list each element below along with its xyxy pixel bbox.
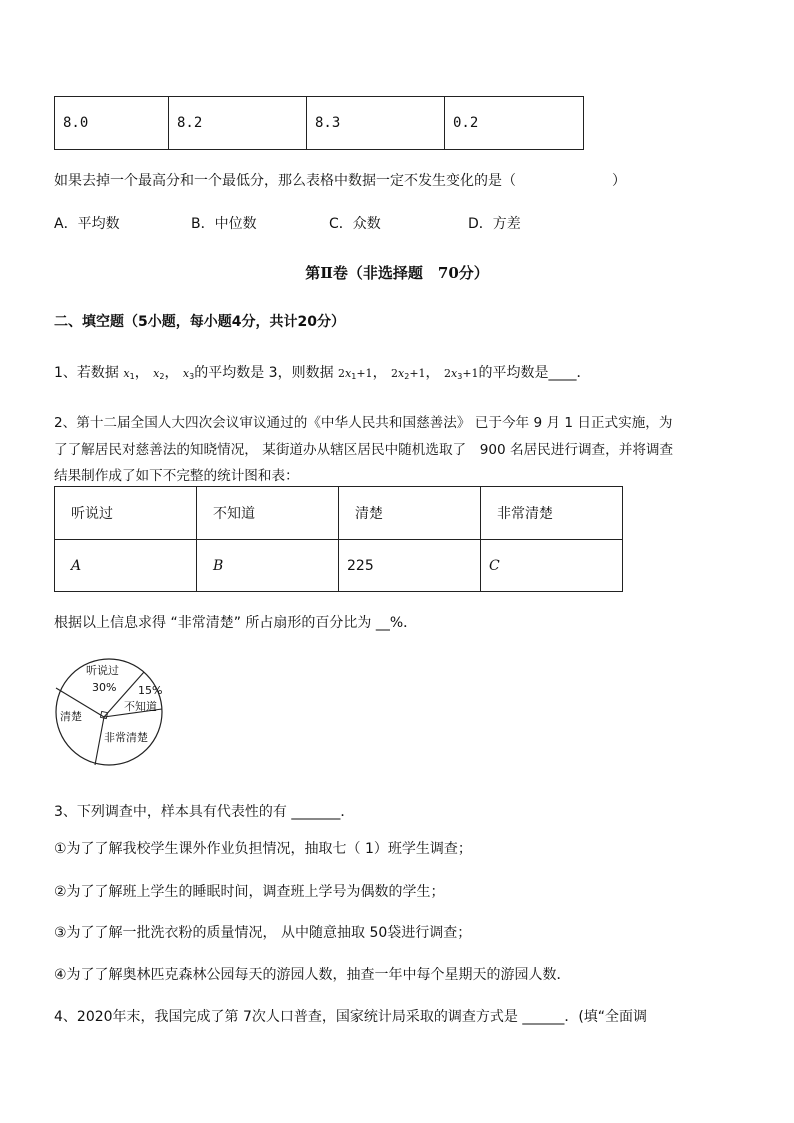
question-3-item: ②为了了解班上学生的睡眠时间，调查班上学号为偶数的学生； — [54, 884, 445, 900]
part-title: 第Ⅱ卷（非选择题 70分） — [305, 264, 489, 282]
option-b: B．中位数 — [191, 216, 257, 232]
score-cell: 0.2 — [445, 97, 584, 150]
pie-label-heard: 听说过 — [86, 664, 119, 677]
score-cell: 8.0 — [55, 97, 169, 150]
value-cell: A — [55, 540, 197, 592]
pie-label-clear: 清楚 — [60, 710, 82, 723]
pie-label-very-clear: 非常清楚 — [104, 731, 148, 744]
question-3-item: ①为了了解我校学生课外作业负担情况，抽取七（ 1）班学生调查； — [54, 841, 472, 857]
pie-chart — [48, 656, 172, 768]
question-1: 1、若数据 $x_1$， $x_2$， $x_3$的平均数是 3，则数据 $2x_1+1$， $2x_2+1$， $2x_3+1$的平均数是____． — [54, 365, 591, 381]
header-cell: 非常清楚 — [481, 487, 623, 540]
option-c: C．众数 — [329, 216, 381, 232]
question-2-line2: 了了解居民对慈善法的知晓情况， 某街道办从辖区居民中随机选取了 900 名居民进行调查，并将调查 — [54, 442, 674, 458]
score-cell: 8.2 — [169, 97, 307, 150]
math-var: x — [153, 367, 160, 380]
question-4-stem: 4、2020年末，我国完成了第 7次人口普查，国家统计局采取的调查方式是 ______．(填“全面调 — [54, 1009, 648, 1025]
math-var: x — [123, 367, 130, 380]
section-heading: 二、填空题（5小题，每小题4分，共计20分） — [54, 314, 345, 330]
prev-question-stem: 如果去掉一个最高分和一个最低分，那么表格中数据一定不发生变化的是（ ） — [54, 173, 626, 189]
option-d: D．方差 — [468, 216, 521, 232]
question-3-stem: 3、下列调查中，样本具有代表性的有 _______． — [54, 804, 355, 820]
question-2-after: 根据以上信息求得 “非常清楚” 所占扇形的百分比为 __%． — [54, 615, 418, 631]
value-cell: B — [197, 540, 339, 592]
pie-label-unknown-pct: 15% — [138, 684, 163, 697]
question-3-item: ③为了了解一批洗衣粉的质量情况， 从中随意抽取 50袋进行调查； — [54, 925, 472, 941]
pie-label-unknown: 不知道 — [124, 700, 157, 713]
score-table — [54, 96, 584, 150]
survey-table — [54, 486, 623, 592]
header-cell: 不知道 — [197, 487, 339, 540]
header-cell: 听说过 — [55, 487, 197, 540]
value-cell: C — [481, 540, 623, 592]
question-3-item: ④为了了解奥林匹克森林公园每天的游园人数，抽查一年中每个星期天的游园人数． — [54, 967, 571, 983]
pie-label-heard-pct: 30% — [92, 681, 117, 694]
question-2-line3: 结果制作成了如下不完整的统计图和表： — [54, 468, 299, 484]
question-2-line1: 2、第十二届全国人大四次会议审议通过的《中华人民共和国慈善法》 已于今年 9 月 1 日正式实施，为 — [54, 415, 673, 431]
option-a: A．平均数 — [54, 216, 120, 232]
header-cell: 清楚 — [339, 487, 481, 540]
math-var: x — [182, 367, 190, 380]
score-cell: 8.3 — [307, 97, 445, 150]
value-cell: 225 — [339, 540, 481, 592]
